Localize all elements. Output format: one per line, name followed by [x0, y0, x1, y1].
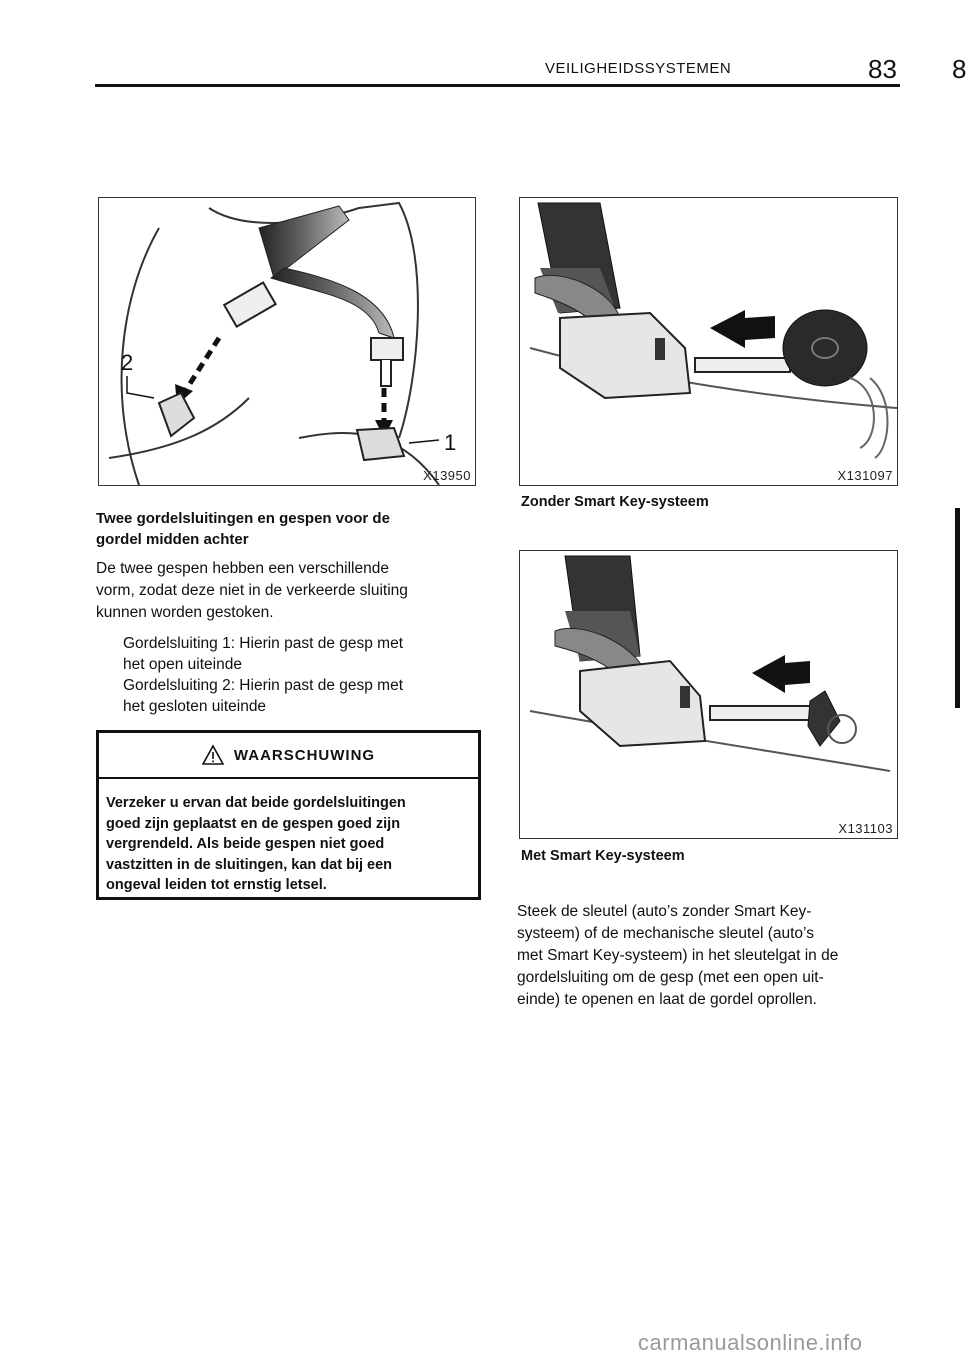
buckle-label-1: 1	[444, 430, 457, 455]
caption-smart-key: Met Smart Key‐systeem	[521, 848, 685, 864]
figure-code: X13950	[423, 468, 471, 483]
page-number: 83	[868, 54, 897, 84]
key-smart-illustration	[520, 551, 897, 838]
warning-box	[96, 730, 481, 900]
page-number-cut: 8	[952, 54, 966, 84]
section-tab-marker	[955, 508, 960, 708]
warning-triangle-icon	[202, 745, 224, 765]
list-item: Gordelsluiting 1: Hierin past de gesp met	[123, 635, 404, 652]
section-title: VEILIGHEIDSSYSTEMEN	[545, 60, 732, 77]
instruction-paragraph: Steek de sleutel (auto’s zonder Smart Key‐ systeem) of de mechanische sleutel (auto’s met Smart Key‐systeem) in het sleutelgat in de gordelsluiting om de gesp (met een open uit- einde) te openen en laat de gordel oprollen.	[517, 903, 839, 1008]
intro-paragraph: De twee gespen hebben een verschillende vorm, zodat deze niet in de verkeerde sluiting kunnen worden gestoken.	[96, 560, 408, 621]
list-item: het open uiteinde	[123, 656, 242, 673]
section-heading: Twee gordelsluitingen en gespen voor de gordel midden achter	[96, 510, 390, 548]
list-item: het gesloten uiteinde	[123, 698, 267, 715]
list-item: Gordelsluiting 2: Hierin past de gesp met	[123, 677, 404, 694]
buckle-list	[123, 633, 483, 717]
warning-header	[99, 733, 478, 779]
warning-title: WAARSCHUWING	[233, 746, 376, 764]
buckle-label-2: 2	[121, 350, 134, 375]
figure-key-standard	[519, 197, 898, 486]
watermark: carmanualsonline.info	[638, 1330, 863, 1355]
header-rule	[95, 84, 900, 87]
key-standard-illustration	[520, 198, 897, 485]
figure-key-smart	[519, 550, 898, 839]
figure-code: X131103	[838, 821, 893, 836]
caption-standard-key: Zonder Smart Key‐systeem	[521, 494, 709, 510]
buckles-illustration	[99, 198, 475, 485]
figure-code: X131097	[837, 468, 893, 483]
warning-text: Verzeker u ervan dat beide gordelsluitingen goed zijn geplaatst en de gespen goed zijn vergrendeld. Als beide gespen niet goed vastzitten in de sluitingen, kan dat bij een ongeval leiden tot ernstig letsel.	[106, 795, 406, 893]
figure-two-buckles	[98, 197, 476, 486]
